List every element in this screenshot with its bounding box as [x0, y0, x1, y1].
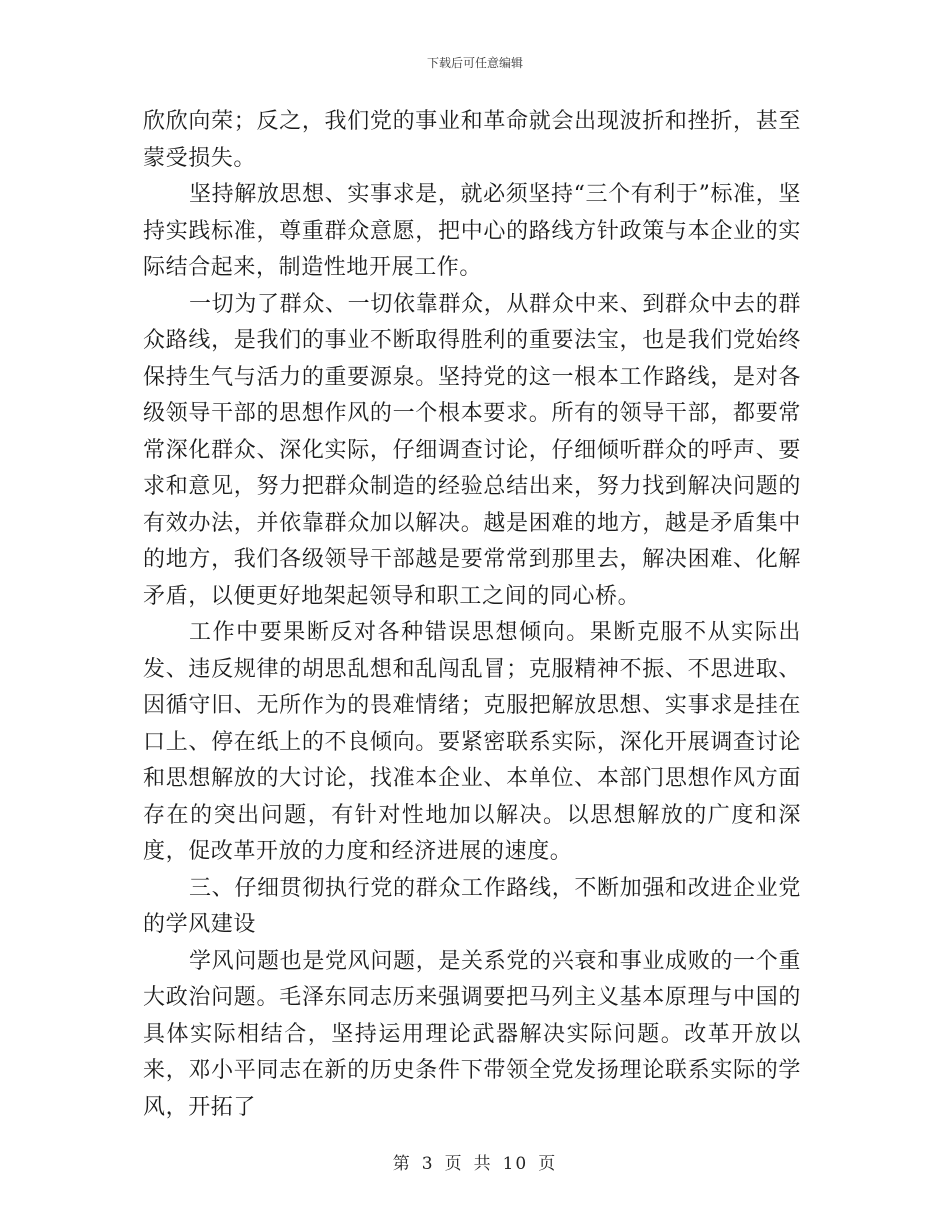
- paragraph-1: 欣欣向荣；反之，我们党的事业和革命就会出现波折和挫折，甚至蒙受损失。: [143, 109, 801, 171]
- current-page-number: 3: [421, 1154, 435, 1174]
- paragraph-2: 坚持解放思想、实事求是，就必须坚持“三个有利于”标准，坚持实践标准，尊重群众意愿，把中心的路线方针政策与本企业的实际结合起来，制造性地开展工作。: [143, 182, 801, 280]
- paragraph-5: 学风问题也是党风问题，是关系党的兴衰和事业成败的一个重大政治问题。毛泽东同志历来强调要把马列主义基本原理与中国的具体实际相结合，坚持运用理论武器解决实际问题。改革开放以来，邓小平同志在新的历史条件下带领全党发扬理论联系实际的学风，开拓了: [143, 948, 801, 1120]
- page-footer: [0, 1149, 950, 1174]
- footer-suffix: 页: [538, 1154, 558, 1174]
- header-note: 下载后可任意编辑: [426, 56, 523, 70]
- section-heading: 三、仔细贯彻执行党的群众工作路线，不断加强和改进企业党的学风建设: [143, 875, 801, 937]
- paragraph-3: 一切为了群众、一切依靠群众，从群众中来、到群众中去的群众路线，是我们的事业不断取得胜利的重要法宝，也是我们党始终保持生气与活力的重要源泉。坚持党的这一根本工作路线，是对各级领导干部的思想作风的一个根本要求。所有的领导干部，都要常常深化群众、深化实际，仔细调查讨论，仔细倾听群众的呼声、要求和意见，努力把群众制造的经验总结出来，努力找到解决问题的有效办法，并依靠群众加以解决。越是困难的地方，越是矛盾集中的地方，我们各级领导干部越是要常常到那里去，解决困难、化解矛盾，以便更好地架起领导和职工之间的同心桥。: [143, 291, 801, 609]
- footer-prefix: 第: [392, 1154, 412, 1174]
- document-body: [143, 104, 801, 1126]
- page-header: [0, 54, 950, 71]
- total-page-count: 10: [502, 1154, 529, 1174]
- paragraph-4: 工作中要果断反对各种错误思想倾向。果断克服不从实际出发、违反规律的胡思乱想和乱闯乱冒；克服精神不振、不思进取、因循守旧、无所作为的畏难情绪；克服把解放思想、实事求是挂在口上、停在纸上的不良倾向。要紧密联系实际，深化开展调查讨论和思想解放的大讨论，找准本企业、本单位、本部门思想作风方面存在的突出问题，有针对性地加以解决。以思想解放的广度和深度，促改革开放的力度和经济进展的速度。: [143, 620, 801, 864]
- footer-page-label: 页: [444, 1154, 464, 1174]
- footer-total-label: 共: [473, 1154, 493, 1174]
